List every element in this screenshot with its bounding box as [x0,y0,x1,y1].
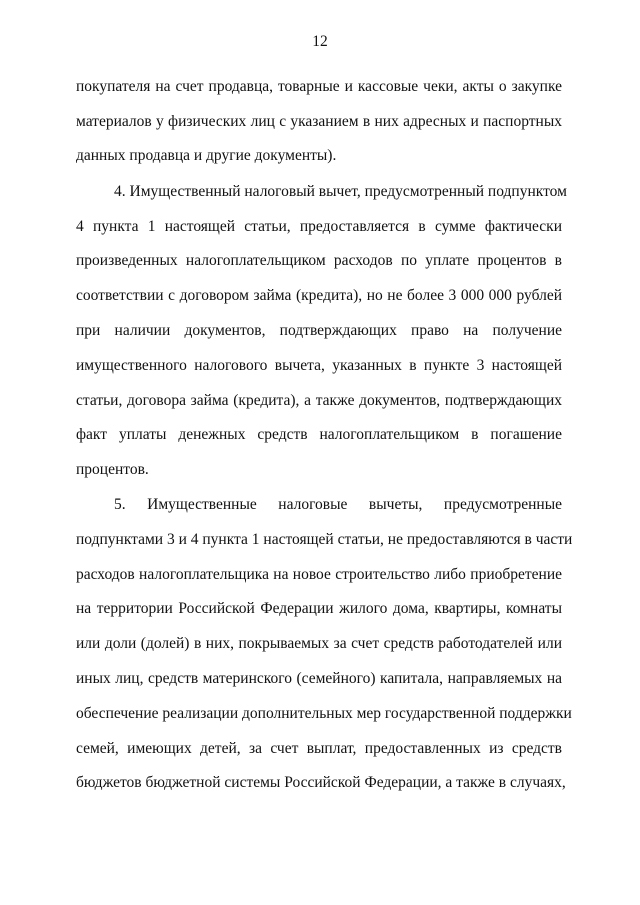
paragraph-1-line-3: данных продавца и другие документы). [76,147,337,164]
paragraph-2-line-3: произведенных налогоплательщиком расходов по уплате процентов в [76,252,562,269]
paragraph-3-line-4: на территории Российской Федерации жилого дома, квартиры, комнаты [76,600,562,617]
paragraph-2-line-1: 4. Имущественный налоговый вычет, предусмотренный подпунктом [114,183,567,200]
paragraph-2-line-9: процентов. [76,461,149,478]
paragraph-3-line-3: расходов налогоплательщика на новое строительство либо приобретение [76,566,562,583]
paragraph-2-line-2: 4 пункта 1 настоящей статьи, предоставляется в сумме фактически [76,218,562,235]
paragraph-1-line-2: материалов у физических лиц с указанием в них адресных и паспортных [76,113,562,130]
paragraph-3-line-5: или доли (долей) в них, покрываемых за счет средств работодателей или [76,635,562,652]
paragraph-3-line-6: иных лиц, средств материнского (семейного) капитала, направляемых на [76,670,562,687]
paragraph-2-line-5: при наличии документов, подтверждающих право на получение [76,322,562,339]
paragraph-1-line-1: покупателя на счет продавца, товарные и кассовые чеки, акты о закупке [76,78,562,95]
paragraph-2-line-7: статьи, договора займа (кредита), а также документов, подтверждающих [76,392,562,409]
paragraph-3-line-2: подпунктами 3 и 4 пункта 1 настоящей статьи, не предоставляются в части [76,531,573,548]
paragraph-3-line-7: обеспечение реализации дополнительных мер государственной поддержки [76,705,572,722]
paragraph-3-line-1: 5. Имущественные налоговые вычеты, предусмотренные [114,496,562,513]
paragraph-3-line-9: бюджетов бюджетной системы Российской Федерации, а также в случаях, [76,774,566,791]
page-number: 12 [312,33,328,50]
paragraph-2-line-8: факт уплаты денежных средств налогоплательщиком в погашение [76,426,562,443]
paragraph-2-line-6: имущественного налогового вычета, указанных в пункте 3 настоящей [76,357,562,374]
paragraph-3-line-8: семей, имеющих детей, за счет выплат, предоставленных из средств [76,740,562,757]
paragraph-2-line-4: соответствии с договором займа (кредита), но не более 3 000 000 рублей [76,287,562,304]
